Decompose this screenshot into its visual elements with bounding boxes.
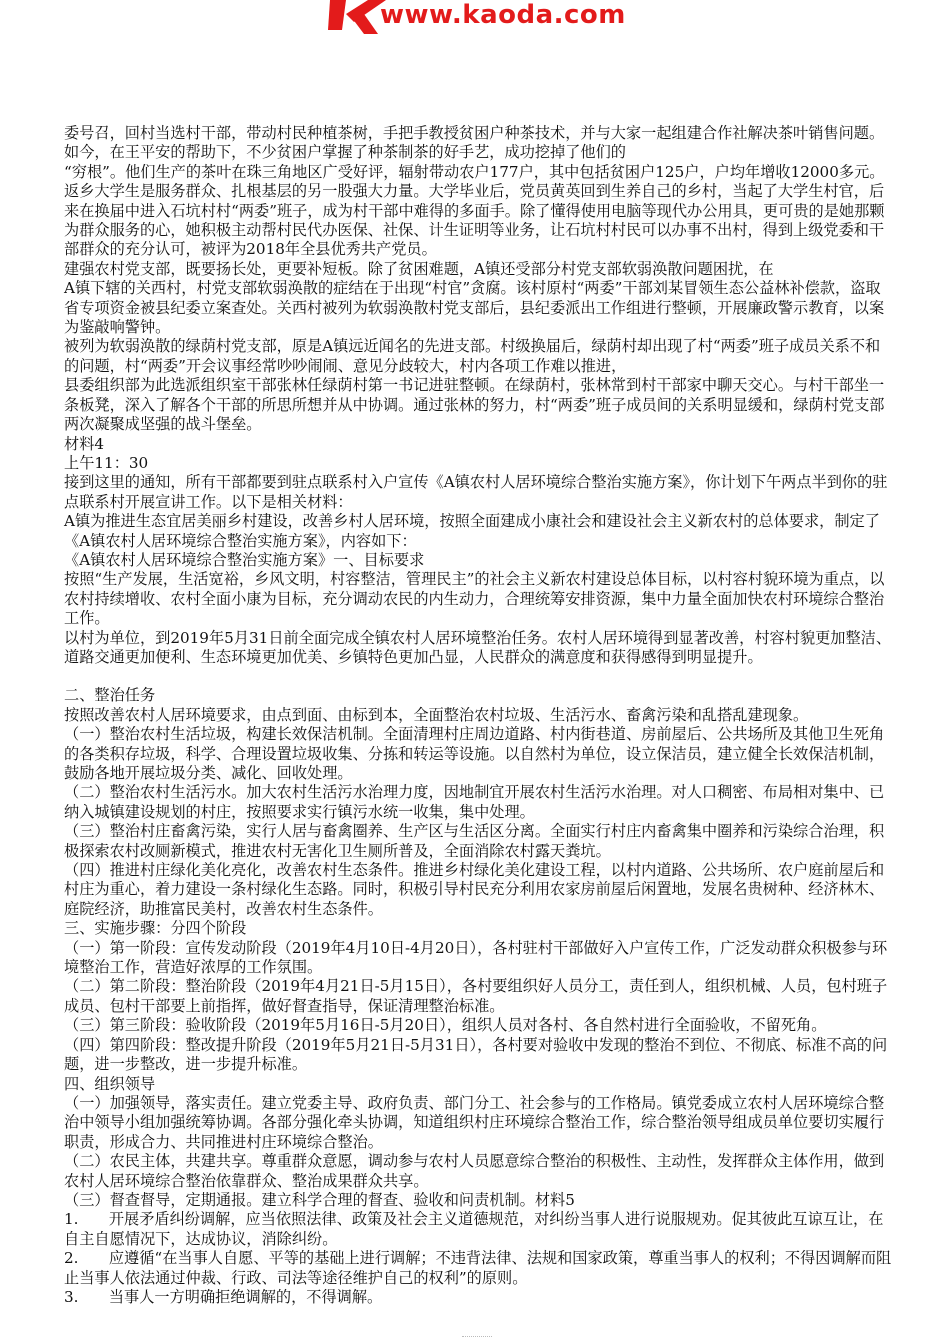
- paragraph: （三）第三阶段：验收阶段（2019年5月16日-5月20日），组织人员对各村、各自然村进行全面验收，不留死角。: [64, 1016, 827, 1035]
- paragraph: （一）整治农村生活垃圾，构建长效保洁机制。全面清理村庄周边道路、村内街巷道、房前屋后、公共场所及其他卫生死角的各类积存垃圾，科学、合理设置垃圾收集、分拣和转运等设施。以自然村为单位，设立保洁员，建立健全长效保洁机制，鼓励各地开展垃圾分类、减化、回收处理。: [64, 725, 885, 782]
- paragraph: 委号召，回村当选村干部，带动村民种植茶树，手把手教授贫困户种茶技术，并与大家一起组建合作社解决茶叶销售问题。如今，在王平安的帮助下，不少贫困户掌握了种茶制茶的好手艺，成功挖掉了他们的: [64, 124, 885, 162]
- paragraph: A镇下辖的关西村，村党支部软弱涣散的症结在于出现“村官”贪腐。该村原村“两委”干部刘某冒领生态公益林补偿款，盗取省专项资金被县纪委立案查处。关西村被列为软弱涣散村党支部后，县纪委派出工作组进行整顿，开展廉政警示教育，以案为鉴敲响警钟。: [64, 279, 885, 337]
- paragraph: （三）督查督导，定期通报。建立科学合理的督查、验收和问责机制。材料5: [64, 1190, 575, 1209]
- paragraph: 按照“生产发展，生活宽裕，乡风文明，村容整洁，管理民主”的社会主义新农村建设总体目标，以村容村貌环境为重点，以农村持续增收、农村全面小康为目标，充分调动农民的内生动力，合理统筹安排资源，集中力量全面加快农村环境综合整治工作。: [64, 570, 885, 628]
- paragraph: 接到这里的通知，所有干部都要到驻点联系村入户宣传《A镇农村人居环境综合整治实施方案》，你计划下午两点半到你的驻点联系村开展宣讲工作。以下是相关材料：: [64, 473, 888, 511]
- paragraph: （二）农民主体，共建共享。尊重群众意愿，调动参与农村人员愿意综合整治的积极性、主动性，发挥群众主体作用，做到农村人居环境综合整治依靠群众、整治成果群众共享。: [64, 1152, 885, 1190]
- document-body: [64, 124, 894, 1307]
- section-heading: 《A镇农村人居环境综合整治实施方案》一、目标要求: [64, 550, 425, 569]
- list-item: 2. 应遵循“在当事人自愿、平等的基础上进行调解；不违背法律、法规和国家政策，尊重当事人的权利；不得因调解而阻止当事人依法通过仲裁、行政、司法等途径维护自己的权利”的原则。: [64, 1249, 892, 1287]
- paragraph: 建强农村党支部，既要扬长处，更要补短板。除了贫困难题，A镇还受部分村党支部软弱涣散问题困扰，在: [64, 259, 774, 278]
- paragraph: “穷根”。他们生产的茶叶在珠三角地区广受好评，辐射带动农户177户，其中包括贫困户125户，户均年增收12000多元。: [64, 162, 885, 181]
- section-heading: 材料4: [64, 434, 105, 453]
- paragraph: （一）加强领导，落实责任。建立党委主导、政府负责、部门分工、社会参与的工作格局。镇党委成立农村人居环境综合整治中领导小组加强统筹协调。各部分强化牵头协调，知道组织村庄环境综合整治工作，综合整治领导组成员单位要切实履行职责，形成合力、共同推进村庄环境综合整治。: [64, 1093, 885, 1151]
- blank-line: [64, 667, 894, 686]
- list-item: 1. 开展矛盾纠纷调解，应当依照法律、政策及社会主义道德规范，对纠纷当事人进行说服规劝。促其彼此互谅互让，在自主自愿情况下，达成协议，消除纠纷。: [64, 1210, 884, 1248]
- timestamp: 上午11：30: [64, 453, 149, 472]
- paragraph: （一）第一阶段：宣传发动阶段（2019年4月10日-4月20日），各村驻村干部做好入户宣传工作，广泛发动群众积极参与环境整治工作，营造好浓厚的工作氛围。: [64, 938, 888, 977]
- paragraph: 县委组织部为此选派组织室干部张林任绿荫村第一书记进驻整顿。在绿荫村，张林常到村干部家中聊天交心。与村干部坐一条板凳，深入了解各个干部的所思所想并从中协调。通过张林的努力，村“两委”班子成员间的关系明显缓和，绿荫村党支部两次凝聚成坚强的战斗堡垒。: [64, 376, 885, 434]
- paragraph: 返乡大学生是服务群众、扎根基层的另一股强大力量。大学毕业后，党员黄英回到生养自己的乡村，当起了大学生村官，后来在换届中进入石坑村村“两委”班子，成为村干部中难得的多面手。除了懂得使用电脑等现代办公用具，更可贵的是她那颗为群众服务的心，她积极主动帮村民代办医保、社保、计生证明等业务，让石坑村村民可以办事不出村，得到上级党委和干部群众的充分认可，被评为2018年全县优秀共产党员。: [64, 182, 885, 259]
- site-url-logo[interactable]: www.kaoda.com: [380, 0, 626, 30]
- paragraph: 以村为单位，到2019年5月31日前全面完成全镇农村人居环境整治任务。农村人居环境得到显著改善，村容村貌更加整洁、道路交通更加便利、生态环境更加优美、乡镇特色更加凸显，人民群众的满意度和获得感得到明显提升。: [64, 628, 892, 666]
- paragraph: （三）整治村庄畜禽污染，实行人居与畜禽圈养、生产区与生活区分离。全面实行村庄内畜禽集中圈养和污染综合治理，积极探索农村改厕新模式，推进农村无害化卫生厕所普及，全面消除农村露天粪坑。: [64, 822, 885, 860]
- section-heading: 三、实施步骤：分四个阶段: [64, 919, 247, 938]
- paragraph: （四）推进村庄绿化美化亮化，改善农村生态条件。推进乡村绿化美化建设工程，以村内道路、公共场所、农户庭前屋后和村庄为重心，着力建设一条村绿化生态路。同时，积极引导村民充分利用农家房前屋后闲置地，发展名贵树种、经济林木、庭院经济，助推富民美村，改善农村生态条件。: [64, 861, 885, 918]
- paragraph: 被列为软弱涣散的绿荫村党支部，原是A镇远近闻名的先进支部。村级换届后，绿荫村却出现了村“两委”班子成员关系不和的问题，村“两委”开会议事经常吵吵闹闹、意见分歧较大，村内各项工作难以推进，: [64, 337, 881, 375]
- list-item: 3. 当事人一方明确拒绝调解的，不得调解。: [64, 1287, 383, 1306]
- footer-divider: [462, 1336, 492, 1339]
- section-heading: 四、组织领导: [64, 1074, 156, 1093]
- paragraph: 按照改善农村人居环境要求，由点到面、由标到本，全面整治农村垃圾、生活污水、畜禽污染和乱搭乱建现象。: [64, 705, 809, 724]
- paragraph: （二）第二阶段：整治阶段（2019年4月21日-5月15日），各村要组织好人员分工，责任到人，组织机械、人员，包村班子成员、包村干部要上前指挥，做好督查指导，保证清理整治标准。: [64, 977, 888, 1015]
- paragraph: （二）整治农村生活污水。加大农村生活污水治理力度，因地制宜开展农村生活污水治理。对人口稠密、布局相对集中、已纳入城镇建设规划的村庄，按照要求实行镇污水统一收集，集中处理。: [64, 783, 885, 821]
- paragraph: A镇为推进生态宜居美丽乡村建设，改善乡村人居环境，按照全面建成小康社会和建设社会主义新农村的总体要求，制定了《A镇农村人居环境综合整治实施方案》，内容如下：: [64, 512, 880, 550]
- page-header: [0, 0, 950, 60]
- paragraph: （四）第四阶段：整改提升阶段（2019年5月21日-5月31日），各村要对验收中发现的整治不到位、不彻底、标准不高的问题，进一步整改，进一步提升标准。: [64, 1035, 888, 1074]
- section-heading: 二、整治任务: [64, 686, 156, 705]
